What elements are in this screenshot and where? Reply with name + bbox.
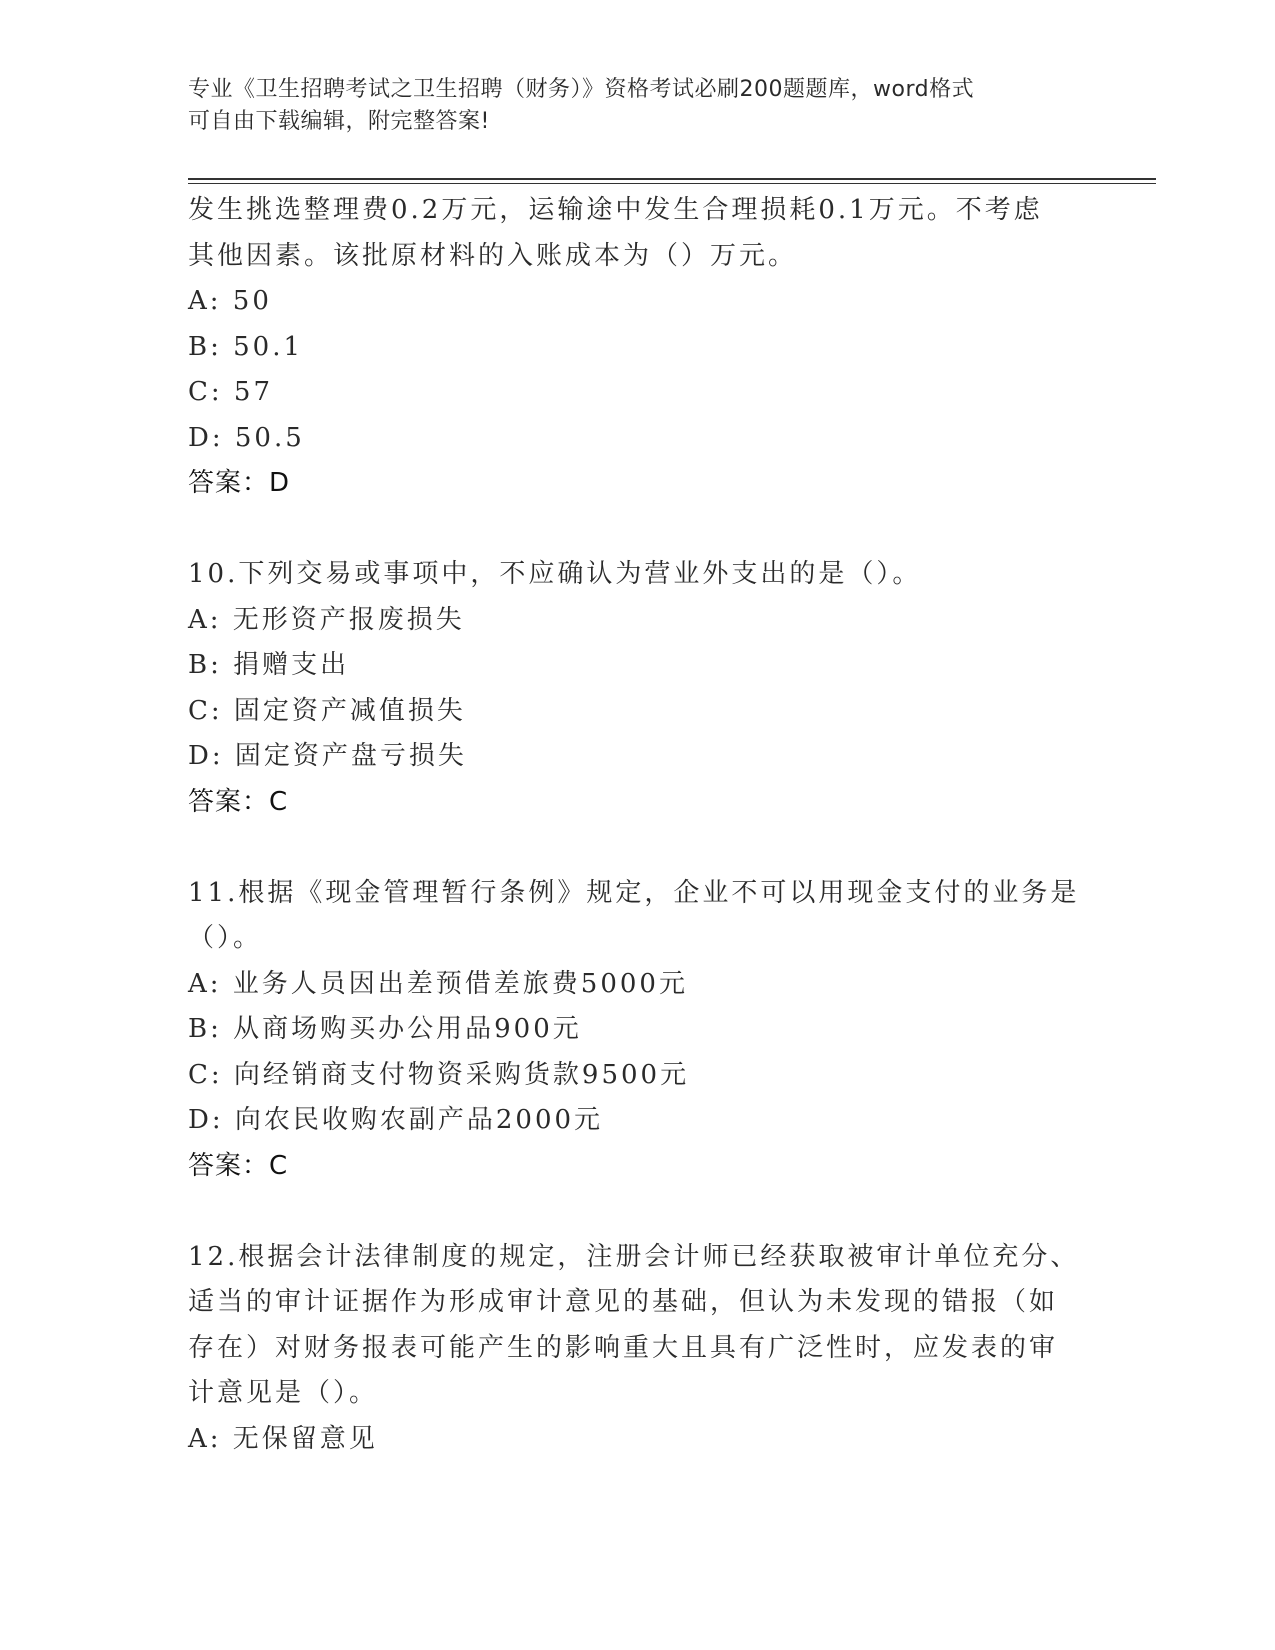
spacer: [188, 507, 1088, 553]
question-9: [188, 188, 1088, 507]
option-b: B: 50.1: [188, 331, 304, 362]
question-12: [188, 1235, 1088, 1463]
option-d: D: 向农民收购农副产品2000元: [188, 1105, 604, 1135]
option-c: C: 向经销商支付物资采购货款9500元: [188, 1059, 690, 1090]
header-title-line-2: 可自由下载编辑，附完整答案!: [188, 109, 490, 134]
header-divider-thick: [188, 178, 1156, 180]
answer: 答案：C: [188, 786, 289, 817]
question-text: 发生挑选整理费0.2万元，运输途中发生合理损耗0.1万元。不考虑: [188, 195, 1043, 225]
question-text: 11.根据《现金管理暂行条例》规定，企业不可以用现金支付的业务是: [188, 877, 1080, 908]
question-text: 12.根据会计法律制度的规定，注册会计师已经获取被审计单位充分、: [188, 1241, 1080, 1272]
spacer: [188, 825, 1088, 871]
answer: 答案：D: [188, 468, 291, 498]
option-d: D: 50.5: [188, 422, 305, 453]
header-divider-thin: [188, 183, 1156, 184]
question-text: 其他因素。该批原材料的入账成本为（）万元。: [188, 240, 798, 271]
page-header: [188, 74, 1068, 138]
option-a: A: 无保留意见: [188, 1423, 378, 1454]
option-c: C: 57: [188, 377, 274, 407]
question-text: 计意见是（）。: [188, 1378, 379, 1408]
option-a: A: 无形资产报废损失: [188, 604, 465, 635]
question-10: [188, 552, 1088, 825]
question-text: 存在）对财务报表可能产生的影响重大且具有广泛性时，应发表的审: [188, 1332, 1059, 1363]
option-b: B: 捐赠支出: [188, 650, 350, 680]
spacer: [188, 1189, 1088, 1235]
document-body: [188, 188, 1088, 1462]
question-text: 10.下列交易或事项中，不应确认为营业外支出的是（）。: [188, 559, 922, 589]
option-a: A: 50: [188, 286, 272, 316]
option-a: A: 业务人员因出差预借差旅费5000元: [188, 968, 688, 999]
header-title-line-1: 专业《卫生招聘考试之卫生招聘（财务）》资格考试必刷200题题库，word格式: [188, 77, 975, 102]
answer: 答案：C: [188, 1150, 289, 1181]
option-b: B: 从商场购买办公用品900元: [188, 1014, 582, 1044]
option-c: C: 固定资产减值损失: [188, 695, 466, 726]
option-d: D: 固定资产盘亏损失: [188, 741, 467, 771]
question-text: 适当的审计证据作为形成审计意见的基础，但认为未发现的错报（如: [188, 1287, 1059, 1317]
question-11: [188, 871, 1088, 1190]
question-text: （）。: [188, 923, 263, 953]
